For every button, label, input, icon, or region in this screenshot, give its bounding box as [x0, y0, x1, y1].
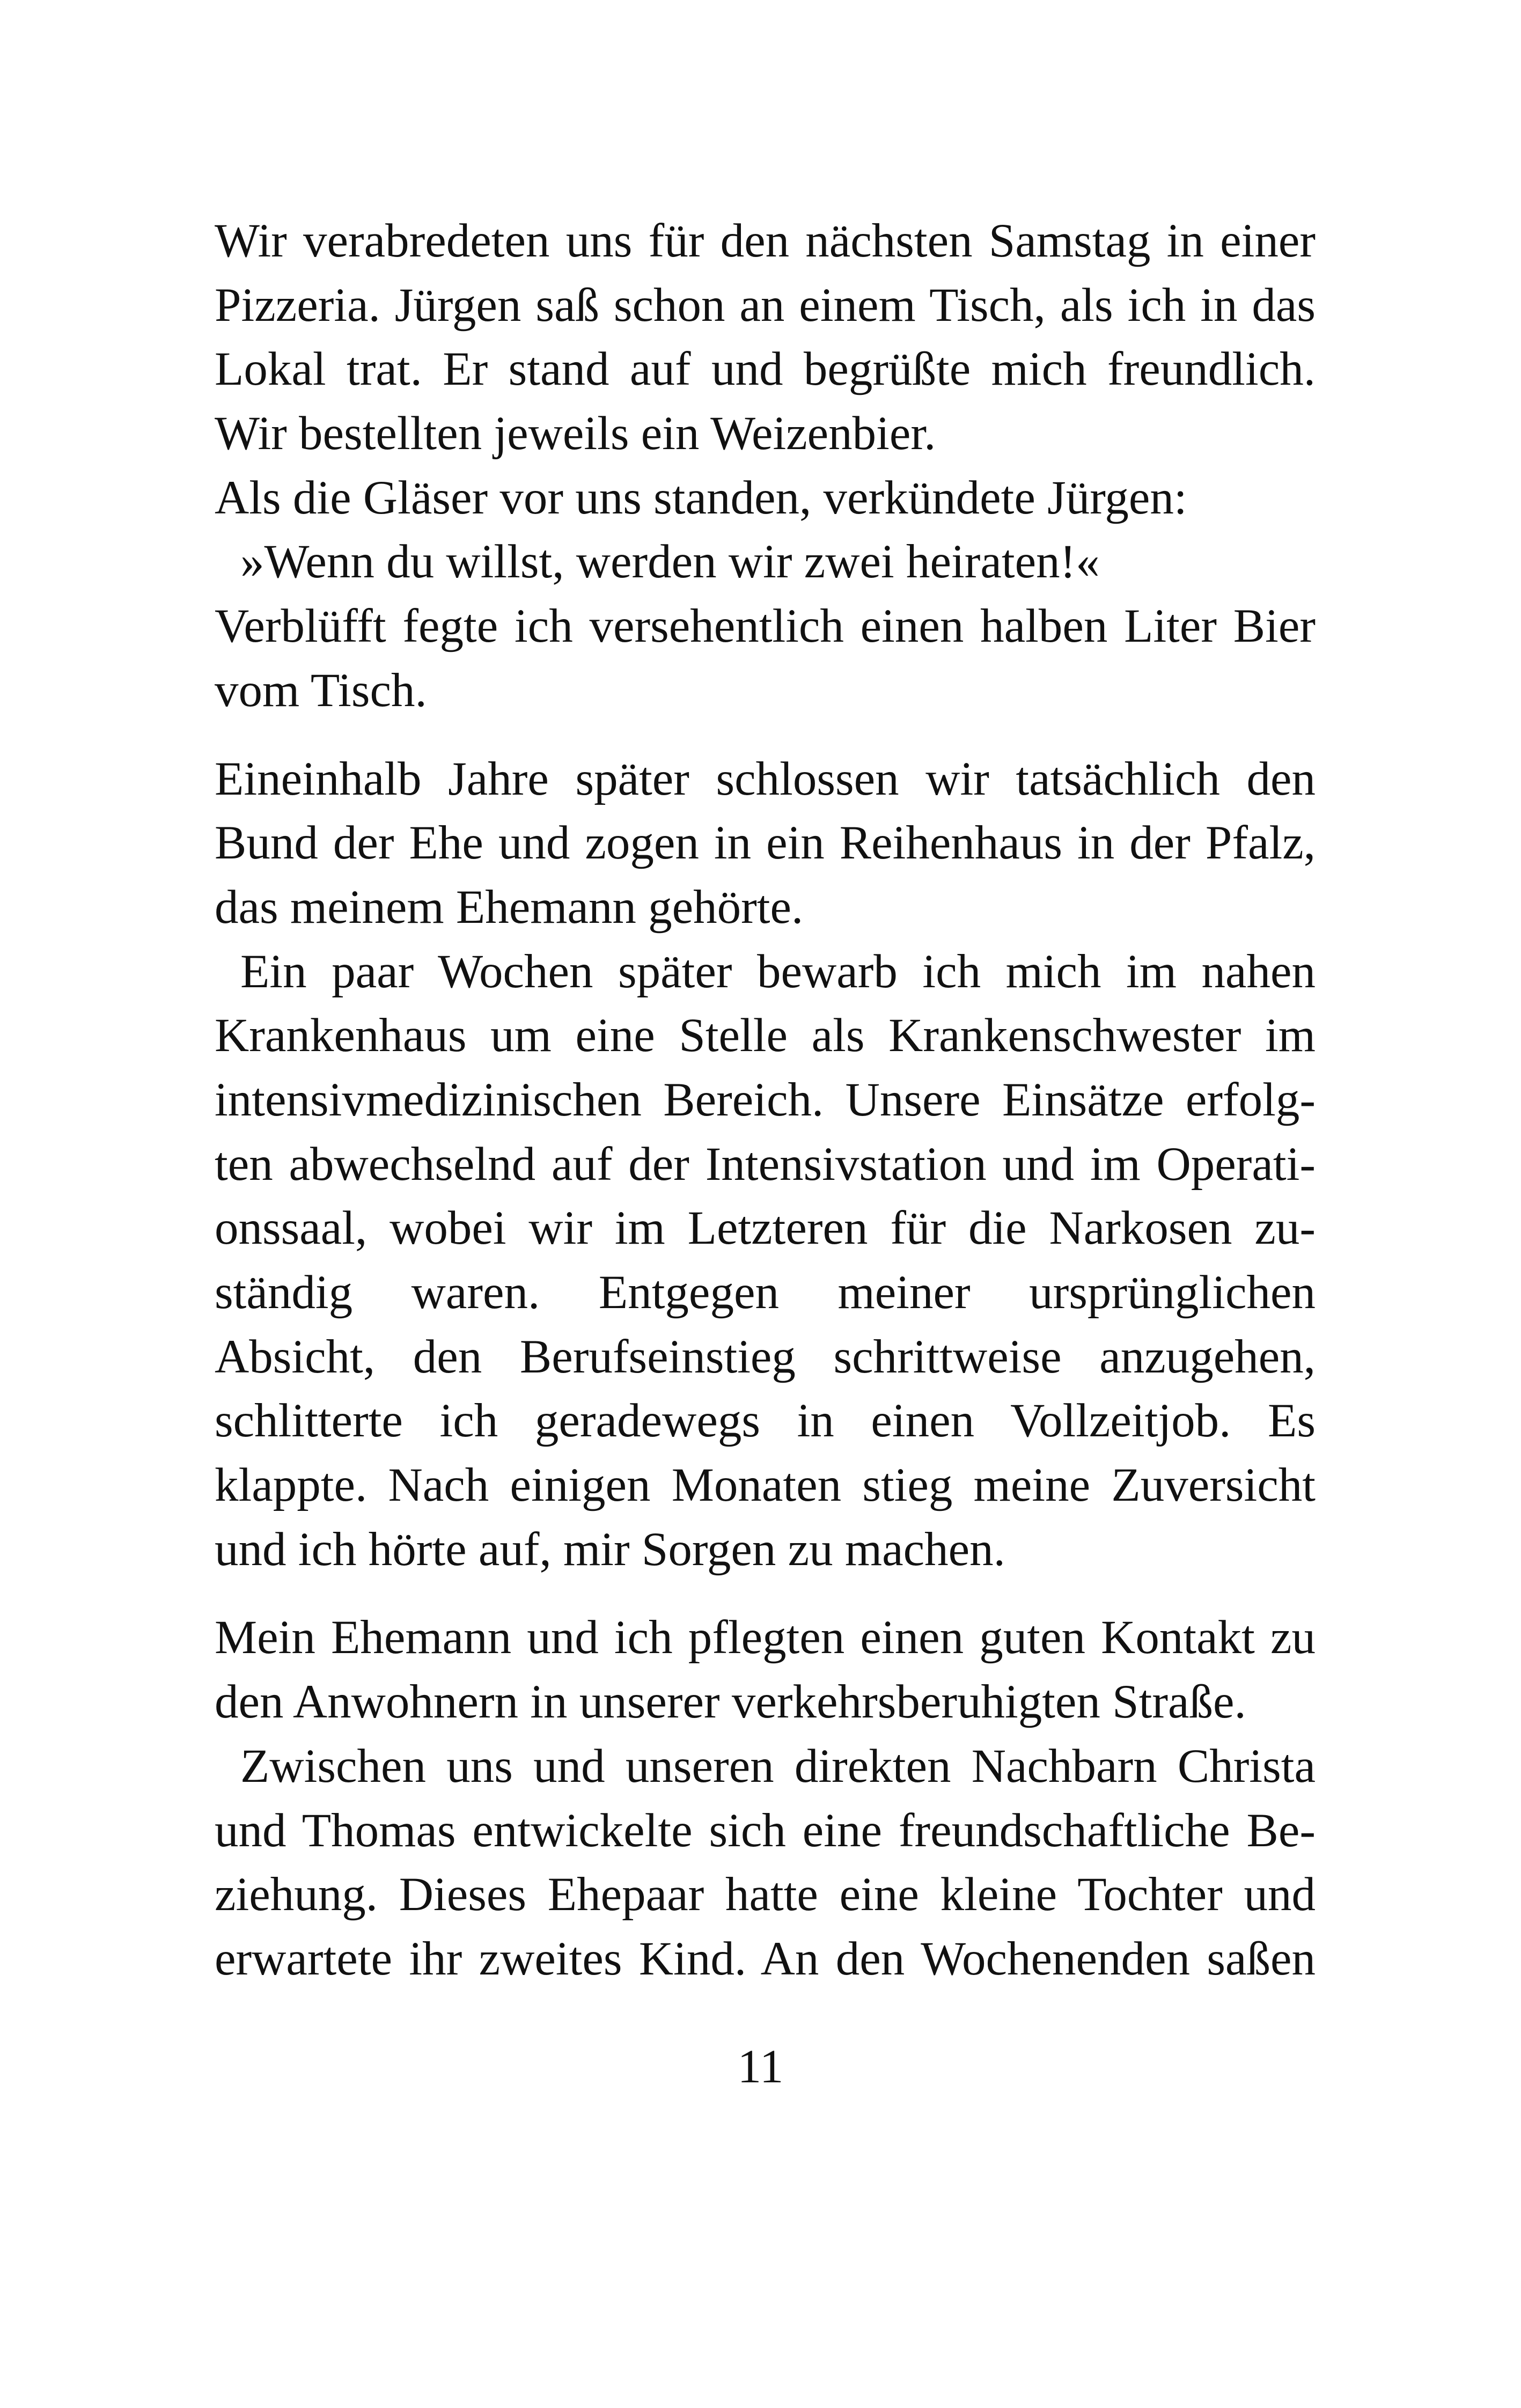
text-line: ziehung. Dieses Ehepaar hatte eine kleine Tochter und: [215, 1868, 1316, 1921]
text-line: intensivmedizinischen Bereich. Unsere Einsätze erfolg-: [215, 1073, 1316, 1126]
text-line: onssaal, wobei wir im Letzteren für die Narkosen zu-: [215, 1202, 1316, 1255]
text-line: Wir bestellten jeweils ein Weizenbier.: [215, 407, 936, 460]
text-line: Zwischen uns und unseren direkten Nachbarn Christa: [240, 1739, 1316, 1793]
text-line: Lokal trat. Er stand auf und begrüßte mich freundlich.: [215, 343, 1316, 396]
text-line: Als die Gläser vor uns standen, verkündete Jürgen:: [215, 471, 1187, 524]
text-line: und Thomas entwickelte sich eine freundschaftliche Be-: [215, 1804, 1316, 1857]
text-line: Ein paar Wochen später bewarb ich mich im nahen: [240, 945, 1316, 998]
page-number: 11: [737, 2040, 784, 2093]
text-line: ten abwechselnd auf der Intensivstation und im Operati-: [215, 1137, 1316, 1191]
text-line: Verblüfft fegte ich versehentlich einen halben Liter Bier: [215, 600, 1316, 653]
text-line: Wir verabredeten uns für den nächsten Samstag in einer: [215, 215, 1316, 267]
paragraph-gap: [215, 723, 1316, 747]
paragraph-gap: [215, 1582, 1316, 1606]
text-line: Mein Ehemann und ich pflegten einen guten Kontakt zu: [215, 1611, 1316, 1664]
book-page-text: [215, 209, 1316, 1992]
text-line: schlitterte ich geradewegs in einen Vollzeitjob. Es: [215, 1394, 1316, 1448]
text-line: das meinem Ehemann gehörte.: [215, 880, 804, 934]
text-line: den Anwohnern in unserer verkehrsberuhigten Straße.: [215, 1676, 1246, 1729]
text-line: Krankenhaus um eine Stelle als Krankenschwester im: [215, 1009, 1316, 1062]
text-line: erwartete ihr zweites Kind. An den Wochenenden saßen: [215, 1932, 1316, 1985]
text-line: ständig waren. Entgegen meiner ursprünglichen: [215, 1266, 1316, 1319]
text-line: klappte. Nach einigen Monaten stieg meine Zuversicht: [215, 1459, 1316, 1512]
text-line: Eineinhalb Jahre später schlossen wir tatsächlich den: [215, 752, 1316, 805]
text-line: und ich hörte auf, mir Sorgen zu machen.: [215, 1523, 1005, 1576]
text-line: Pizzeria. Jürgen saß schon an einem Tisch, als ich in das: [215, 278, 1316, 332]
text-line: Bund der Ehe und zogen in ein Reihenhaus in der Pfalz,: [215, 817, 1316, 870]
text-line: Absicht, den Berufseinstieg schrittweise anzugehen,: [215, 1330, 1316, 1383]
quote-line: »Wenn du willst, werden wir zwei heiraten!«: [240, 535, 1100, 589]
text-line: vom Tisch.: [215, 664, 427, 717]
